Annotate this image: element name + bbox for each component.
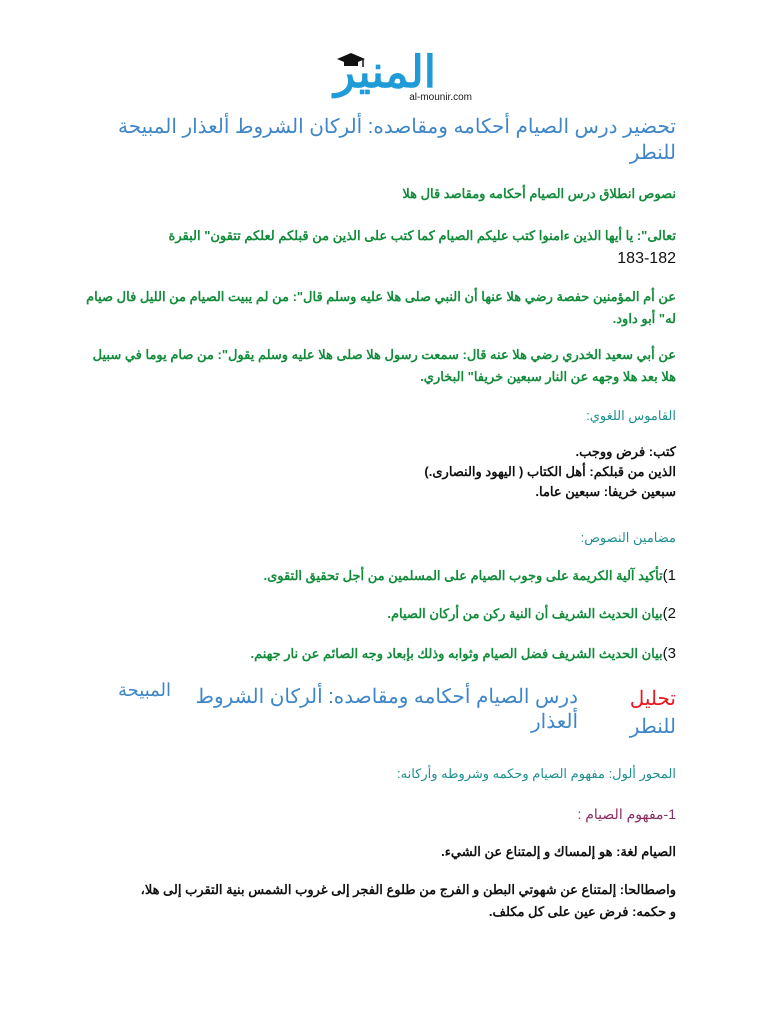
intro-line-2: تعالى": يا أيها الذين ءامنوا كتب عليكم الصيام كما كتب على الذين من قبلكم لعلكم تتقون" البقرة [168, 228, 676, 243]
intro-line-1: نصوص انطلاق درس الصيام أحكامه ومقاصد قال هلا [402, 186, 676, 201]
content-item-number: 3) [662, 645, 676, 662]
definition-technical: واصطالحا: إلمتناع عن شهوتي البطن و الفرج من طلوع الفجر إلى غروب الشمس بنية التقرب إلى هلا، [140, 882, 676, 897]
dictionary-list [76, 442, 676, 502]
analysis-title-end: المبيحة [118, 680, 172, 700]
content-item-number: 1) [662, 567, 676, 584]
intro-reference: 183-182 [617, 250, 676, 267]
ruling: و حكمه: فرض عين على كل مكلف. [488, 904, 676, 919]
page-title: تحضير درس الصيام أحكامه ومقاصده: ألركان الشروط ألعذار المبيحة للنطر [117, 116, 676, 164]
analysis-title-continuation: للنطر [629, 716, 676, 738]
dictionary-item: كتب: فرض ووجب. [575, 444, 676, 459]
dictionary-item: سبعين خريفا: سبعين عاما. [535, 484, 676, 499]
logo-url: al-mounir.com [409, 92, 472, 103]
content-item-text: بيان الحديث الشريف فضل الصيام وثوابه وذلك بإبعاد وجه الصائم عن نار جهنم. [250, 646, 663, 661]
analysis-title: درس الصيام أحكامه ومقاصده: ألركان الشروط ألعذار [195, 686, 578, 733]
content-item [76, 644, 676, 664]
axis-1-heading: المحور ألول: مفهوم الصيام وحكمه وشروطه وأركانه: [397, 766, 676, 781]
analysis-label: تحليل [629, 688, 676, 710]
definition-linguistic: الصيام لغة: هو إلمساك و إلمتناع عن الشيء. [441, 844, 676, 859]
contents-heading: مضامين النصوص: [580, 530, 676, 545]
dictionary-item: الذين من قبلكم: أهل الكتاب ( اليهود والنصارى.) [424, 464, 676, 479]
content-item-number: 2) [662, 605, 676, 622]
content-item-text: تأكيد آلية الكريمة على وجوب الصيام على المسلمين من أجل تحقيق التقوى. [263, 568, 663, 583]
concept-heading: 1-مفهوم الصيام : [577, 806, 676, 822]
hadith-1: عن أم المؤمنين حفصة رضي هلا عنها أن النبي صلى هلا عليه وسلم قال": من لم يبيت الصيام من الليل فال صيام له" أبو داود. [86, 289, 676, 326]
dictionary-heading: القاموس اللغوي: [586, 408, 676, 423]
content-item-text: بيان الحديث الشريف أن النية ركن من أركان الصيام. [387, 606, 663, 621]
site-logo[interactable] [290, 47, 480, 107]
content-item [76, 566, 676, 586]
hadith-2: عن أبي سعيد الخدري رضي هلا عنه قال: سمعت رسول هلا صلى هلا عليه وسلم يقول": من صام يوما في سبيل هلا بعد هلا وجهه عن النار سبعين خريفا" البخاري. [92, 347, 676, 384]
logo-wordmark: المنير [334, 47, 436, 98]
content-item [76, 604, 676, 624]
